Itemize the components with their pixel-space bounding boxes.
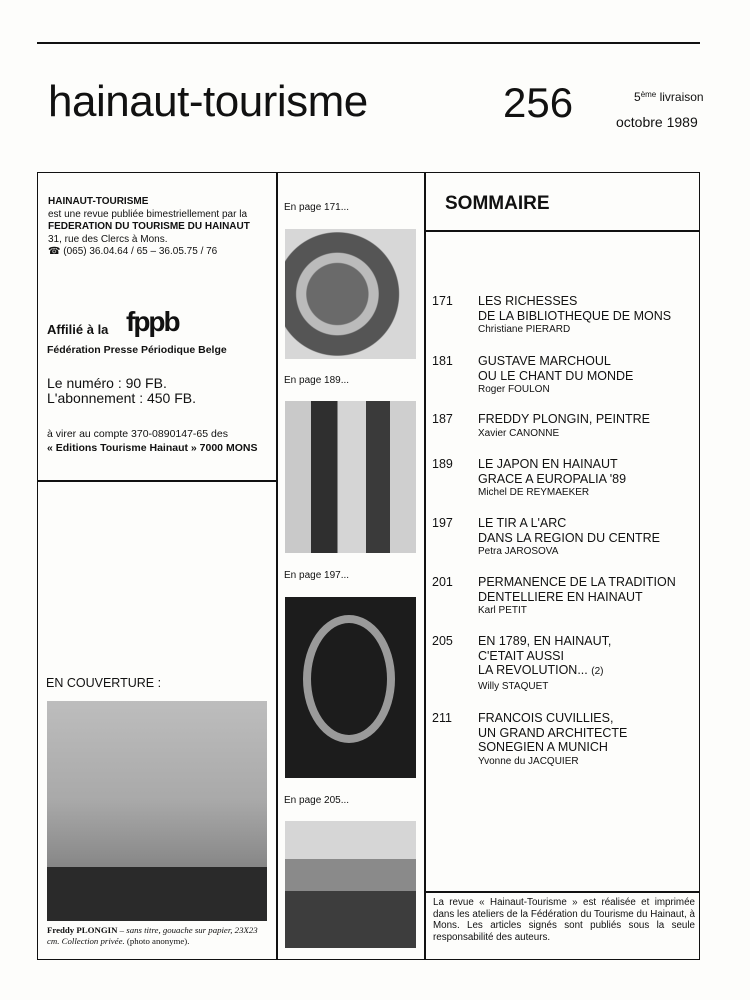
federation-name: FEDERATION DU TOURISME DU HAINAUT	[48, 221, 250, 232]
toc-title-line: LE JAPON EN HAINAUT	[478, 457, 618, 471]
toc-title-line: FREDDY PLONGIN, PEINTRE	[478, 412, 651, 426]
toc-author: Willy STAQUET	[478, 680, 549, 692]
toc-author: Karl PETIT	[478, 605, 527, 616]
publisher-info	[48, 196, 270, 259]
toc-title-line: LA REVOLUTION... (2)	[478, 663, 604, 677]
affilie-label: Affilié à la	[47, 322, 109, 337]
caption-credit: (photo anonyme).	[126, 936, 190, 946]
toc-title-line: DE LA BIBLIOTHEQUE DE MONS	[478, 308, 672, 323]
toc-page: 201	[432, 575, 453, 589]
couverture-label: EN COUVERTURE :	[46, 676, 162, 690]
publisher-name: HAINAUT-TOURISME	[48, 196, 149, 207]
publisher-desc: est une revue publiée bimestriellement par la	[48, 208, 247, 220]
toc-title-line: C'ETAIT AUSSI	[478, 648, 564, 663]
toc-author: Christiane PIERARD	[478, 324, 571, 335]
page-label-171: En page 171...	[284, 202, 350, 213]
collar-ring	[303, 615, 395, 743]
thumbnail-manuscript	[285, 229, 416, 359]
payment-line-2: « Editions Tourisme Hainaut » 7000 MONS	[47, 441, 258, 454]
thumbnail-japanese-print	[285, 401, 416, 553]
footnote: La revue « Hainaut-Tourisme » est réalisée et imprimée dans les ateliers de la Fédération du Tourisme du Hainaut, à Mons. Les articles signés sont publiés sous la seule responsabilité des auteurs.	[433, 897, 695, 943]
payment-info	[47, 428, 269, 455]
toc-page: 189	[432, 457, 453, 471]
toc-author: Petra JAROSOVA	[478, 546, 559, 557]
column-divider-right	[424, 172, 426, 960]
page-label-189: En page 189...	[284, 375, 350, 386]
thumbnail-collar	[285, 597, 416, 778]
toc-title-line: LES RICHESSES	[478, 294, 578, 308]
cover-image	[47, 701, 267, 921]
sommaire-title: SOMMAIRE	[445, 193, 550, 214]
page-label-197: En page 197...	[284, 570, 350, 581]
publisher-phone: ☎ (065) 36.04.64 / 65 – 36.05.75 / 76	[48, 246, 218, 257]
toc-author: Roger FOULON	[478, 384, 550, 395]
issue-number: 256	[503, 79, 574, 126]
thumbnail-battle	[285, 821, 416, 948]
toc-page: 181	[432, 354, 453, 368]
column-divider-left	[276, 172, 278, 960]
toc-title-line: LE TIR A L'ARC	[478, 516, 567, 530]
caption-author: Freddy PLONGIN	[47, 925, 118, 935]
fppb-logo: fppb	[126, 306, 179, 337]
toc-title-line: DENTELLIERE EN HAINAUT	[478, 589, 643, 604]
prices	[47, 376, 196, 406]
livraison-label: 5ème livraison	[634, 90, 704, 104]
price-abonnement: L'abonnement : 450 FB.	[47, 390, 196, 406]
sommaire-header-divider	[424, 230, 700, 232]
toc-title-line: SONEGIEN A MUNICH	[478, 740, 608, 754]
toc-author: Michel DE REYMAEKER	[478, 487, 590, 498]
left-section-divider	[37, 480, 277, 482]
toc-title-line: OU LE CHANT DU MONDE	[478, 368, 634, 383]
toc-title-line: EN 1789, EN HAINAUT,	[478, 634, 612, 648]
caption-text: – sans titre, gouache sur papier, 23X23 cm. Collection privée.	[47, 925, 258, 946]
toc-page: 171	[432, 294, 453, 308]
toc-title-line: DANS LA REGION DU CENTRE	[478, 530, 660, 545]
magazine-title: hainaut-tourisme	[48, 77, 368, 126]
footnote-divider	[424, 891, 700, 893]
cover-image-band	[47, 867, 267, 921]
toc-author: Yvonne du JACQUIER	[478, 755, 579, 767]
page-label-205: En page 205...	[284, 795, 350, 806]
toc-page: 205	[432, 634, 453, 648]
publisher-address: 31, rue des Clercs à Mons.	[48, 233, 168, 245]
payment-line-1: à virer au compte 370-0890147-65 des	[47, 428, 228, 440]
toc-page: 197	[432, 516, 453, 530]
toc-page: 187	[432, 412, 453, 426]
issue-date: octobre 1989	[616, 114, 698, 130]
toc-title-line: UN GRAND ARCHITECTE	[478, 725, 628, 740]
toc-page: 211	[432, 711, 452, 725]
toc-title-line: GUSTAVE MARCHOUL	[478, 354, 611, 368]
toc-title-line: PERMANENCE DE LA TRADITION	[478, 575, 676, 589]
toc-author: Xavier CANONNE	[478, 427, 560, 439]
top-rule	[37, 42, 700, 44]
price-numero: Le numéro : 90 FB.	[47, 375, 167, 391]
toc-title-line: FRANCOIS CUVILLIES,	[478, 711, 614, 725]
fppb-name: Fédération Presse Périodique Belge	[47, 344, 227, 356]
toc-title-line: GRACE A EUROPALIA '89	[478, 471, 627, 486]
cover-caption	[47, 925, 269, 947]
